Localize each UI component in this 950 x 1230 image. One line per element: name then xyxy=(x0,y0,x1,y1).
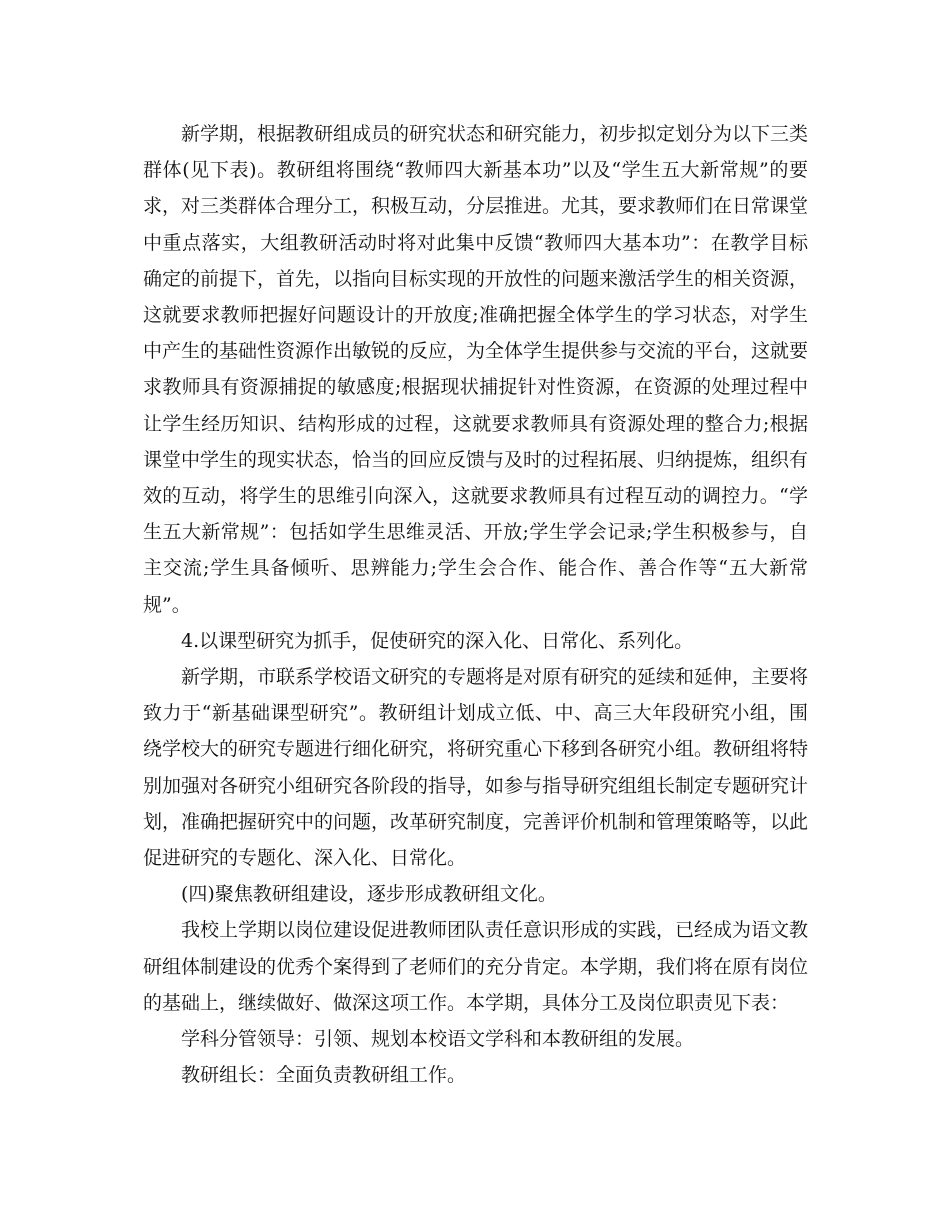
paragraph-team-building: 我校上学期以岗位建设促进教师团队责任意识形成的实践，已经成为语文教研组体制建设的优秀个案得到了老师们的充分肯定。本学期，我们将在原有岗位的基础上，继续做好、做深这项工作。本学期，具体分工及岗位职责见下表： xyxy=(143,919,809,1014)
paragraph-subject-leader: 学科分管领导：引领、规划本校语文学科和本教研组的发展。 xyxy=(181,1028,695,1051)
document-body xyxy=(143,116,808,1093)
paragraph-course-research: 新学期，市联系学校语文研究的专题将是对原有研究的延续和延伸，主要将致力于“新基础课型研究”。教研组计划成立低、中、高三大年段研究小组，围绕学校大的研究专题进行细化研究，将研究重心下移到各研究小组。教研组将特别加强对各研究小组研究各阶段的指导，如参与指导研究组组长制定专题研究计划，准确把握研究中的问题，改革研究制度，完善评价机制和管理策略等，以此促进研究的专题化、深入化、日常化。 xyxy=(143,666,809,870)
section-heading-4: (四)聚焦教研组建设，逐步形成教研组文化。 xyxy=(181,883,557,906)
paragraph-group-leader: 教研组长：全面负责教研组工作。 xyxy=(181,1064,467,1087)
paragraph-groups: 新学期，根据教研组成员的研究状态和研究能力，初步拟定划分为以下三类群体(见下表)。教研组将围绕“教师四大新基本功”以及“学生五大新常规”的要求，对三类群体合理分工，积极互动，分层推进。尤其，要求教师们在日常课堂中重点落实，大组教研活动时将对此集中反馈“教师四大基本功”：在教学目标确定的前提下，首先，以指向目标实现的开放性的问题来激活学生的相关资源，这就要求教师把握好问题设计的开放度;准确把握全体学生的学习状态，对学生中产生的基础性资源作出敏锐的反应，为全体学生提供参与交流的平台，这就要求教师具有资源捕捉的敏感度;根据现状捕捉针对性资源，在资源的处理过程中让学生经历知识、结构形成的过程，这就要求教师具有资源处理的整合力;根据课堂中学生的现实状态，恰当的回应反馈与及时的过程拓展、归纳提炼，组织有效的互动，将学生的思维引向深入，这就要求教师具有过程互动的调控力。“学生五大新常规”：包括如学生思维灵活、开放;学生学会记录;学生积极参与，自主交流;学生具备倾听、思辨能力;学生会合作、能合作、善合作等“五大新常规”。 xyxy=(143,123,809,616)
paragraph-item-4: 4.以课型研究为抓手，促使研究的深入化、日常化、系列化。 xyxy=(181,629,694,652)
